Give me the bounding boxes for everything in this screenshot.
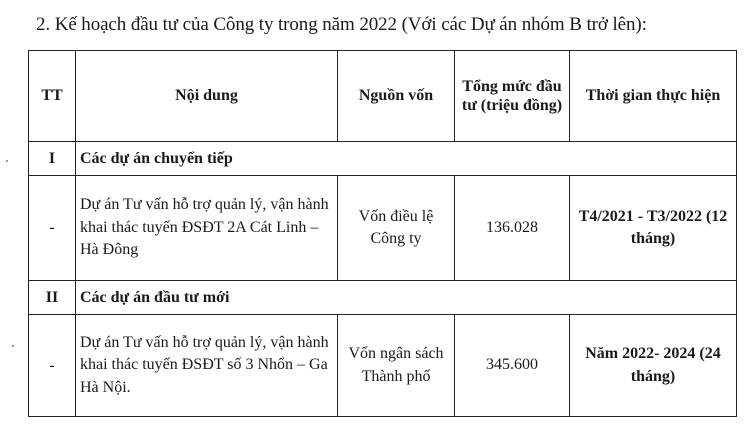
scan-speck (12, 345, 14, 347)
header-time: Thời gian thực hiện (570, 51, 737, 142)
row-time: Năm 2022- 2024 (24 tháng) (570, 315, 737, 417)
scan-speck (6, 160, 8, 162)
row-total: 136.028 (455, 176, 570, 281)
table-row (29, 176, 737, 281)
table-row (29, 315, 737, 417)
section-index: I (29, 142, 76, 176)
section-heading: 2. Kế hoạch đầu tư của Công ty trong năm 2022 (Với các Dự án nhóm B trở lên): (36, 14, 647, 35)
header-content: Nội dung (76, 51, 338, 142)
row-time: T4/2021 - T3/2022 (12 tháng) (570, 176, 737, 281)
investment-plan-table (28, 50, 737, 417)
section-title: Các dự án đầu tư mới (76, 281, 737, 315)
section-row (29, 142, 737, 176)
row-source: Vốn ngân sách Thành phố (338, 315, 455, 417)
header-source: Nguồn vốn (338, 51, 455, 142)
row-marker: - (29, 176, 76, 281)
row-marker: - (29, 315, 76, 417)
section-row (29, 281, 737, 315)
section-title: Các dự án chuyển tiếp (76, 142, 737, 176)
row-content: Dự án Tư vấn hỗ trợ quản lý, vận hành khai thác tuyến ĐSĐT số 3 Nhổn – Ga Hà Nội. (76, 315, 338, 417)
row-content: Dự án Tư vấn hỗ trợ quản lý, vận hành khai thác tuyến ĐSĐT 2A Cát Linh – Hà Đông (76, 176, 338, 281)
header-total: Tổng mức đầu tư (triệu đồng) (455, 51, 570, 142)
header-tt: TT (29, 51, 76, 142)
row-source: Vốn điều lệ Công ty (338, 176, 455, 281)
table-header-row (29, 51, 737, 142)
row-total: 345.600 (455, 315, 570, 417)
section-index: II (29, 281, 76, 315)
